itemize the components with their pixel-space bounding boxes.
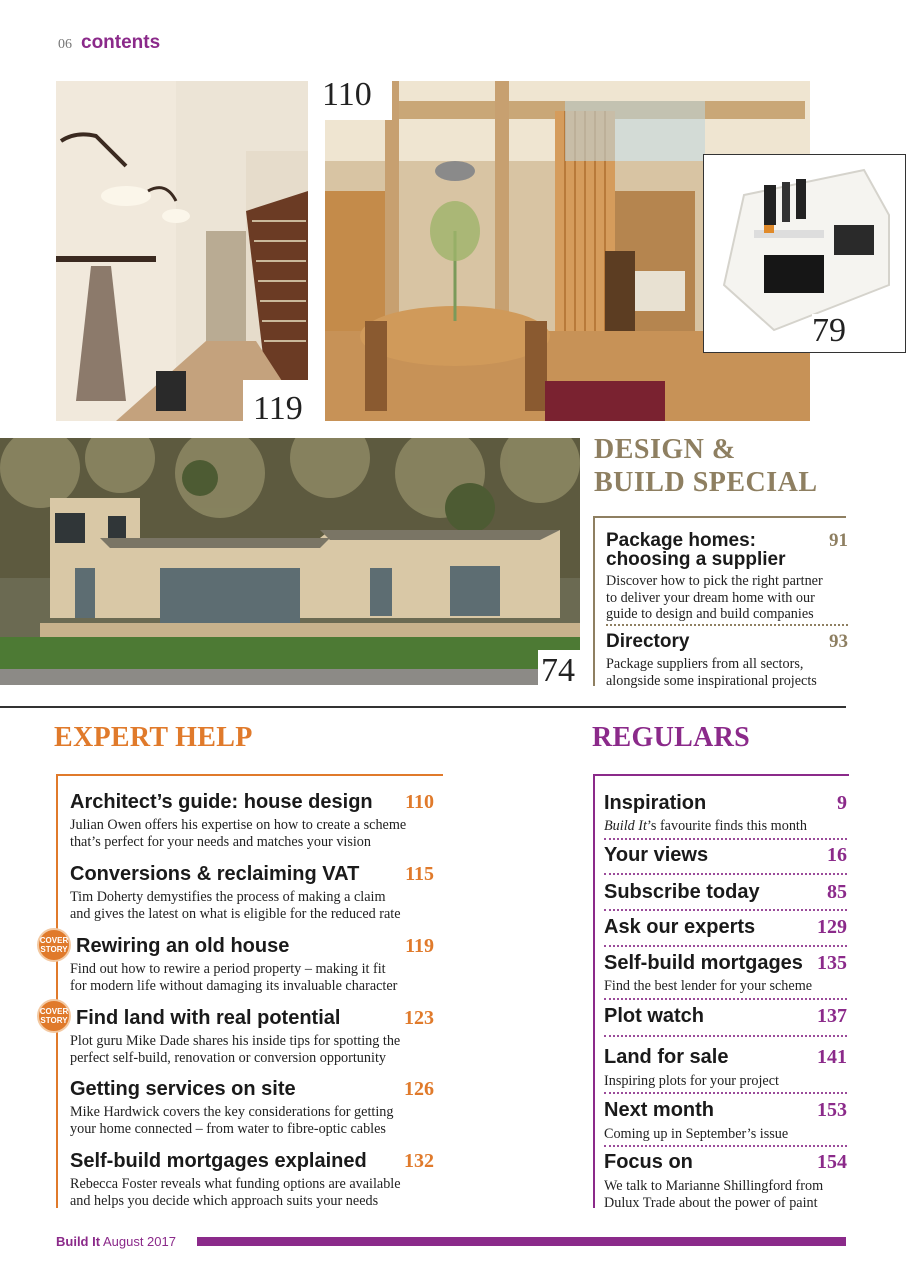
divider [604,1035,847,1037]
cover-story-badge [37,999,71,1033]
desc-line: Dulux Trade about the power of paint [604,1195,818,1211]
page-label-hallway: 119 [243,380,312,424]
regular-item-self-build-mortgages[interactable] [604,952,847,995]
expert-help-side-rule [56,774,58,1208]
expert-item-title: Self-build mortgages explained [70,1150,367,1172]
divider [604,1092,847,1094]
design-item-directory[interactable] [606,632,848,689]
regular-item-page: 154 [817,1151,847,1173]
desc-line: Discover how to pick the right partner [606,573,823,589]
design-special-top-rule [593,516,846,518]
desc-line: Package suppliers from all sectors, [606,656,804,672]
desc-line: for modern life without damaging its invaluable character [70,978,398,994]
regulars-top-rule [593,774,849,776]
expert-item-architects-guide[interactable] [70,791,434,851]
expert-item-find-land[interactable] [76,1007,434,1029]
regular-item-title: Ask our experts [604,916,756,938]
design-item-package-homes[interactable] [606,531,848,623]
desc-line: We talk to Marianne Shillingford from [604,1178,824,1194]
expert-help-top-rule [56,774,443,776]
design-item-desc [606,656,848,689]
page-label-house: 74 [538,650,582,686]
regular-item-title: Inspiration [604,792,707,814]
section-heading: contents [81,32,161,53]
regular-item-title: Focus on [604,1151,693,1173]
regular-item-desc: Inspiring plots for your project [604,1073,779,1089]
footer-brand: Build It [56,1234,101,1249]
design-special-heading [594,433,818,499]
expert-item-desc [70,1104,434,1138]
expert-item-page: 126 [404,1078,434,1100]
design-item-title-line1: Package homes: [606,530,756,551]
desc-line: Mike Hardwick covers the key considerations for getting [70,1104,394,1120]
magazine-name: Build It [604,818,647,834]
desc-line: your home connected – from water to fibre-optic cables [70,1121,386,1137]
regulars-side-rule [593,774,595,1208]
expert-item-desc [70,889,434,923]
design-special-heading-line2: BUILD SPECIAL [594,467,818,498]
desc-line: alongside some inspirational projects [606,672,817,689]
design-special-rule [593,516,595,686]
regular-item-your-views[interactable] [604,844,847,867]
desc-line: perfect self-build, renovation or conversion opportunity [70,1050,386,1066]
desc-line: that’s perfect for your needs and matches your vision [70,834,371,850]
design-item-page: 91 [829,530,848,551]
regular-item-title: Plot watch [604,1005,705,1027]
desc-line: Rebecca Foster reveals what funding options are available [70,1176,401,1192]
footer-credit [56,1234,176,1249]
divider [604,873,847,875]
desc-line: guide to design and build companies [606,606,814,622]
cover-story-badge [37,928,71,962]
page-number: 06 [58,37,72,52]
expert-item-page: 115 [405,863,434,885]
regular-item-title: Next month [604,1099,714,1121]
design-item-page: 93 [829,631,848,652]
regulars-heading: REGULARS [592,722,750,753]
window-profile-photo [703,154,906,353]
expert-item-title: Conversions & reclaiming VAT [70,863,360,885]
regular-item-title: Subscribe today [604,881,760,903]
regular-item-page: 141 [817,1046,847,1068]
regular-item-page: 129 [817,916,847,938]
regular-item-focus-on[interactable] [604,1151,847,1212]
divider [604,1145,847,1147]
expert-item-page: 119 [405,935,434,957]
expert-item-page: 132 [404,1150,434,1172]
desc-line: Find out how to rewire a period property – making it fit [70,961,386,977]
expert-item-page: 110 [405,791,434,813]
expert-item-title: Getting services on site [70,1078,296,1100]
regular-item-land-for-sale[interactable] [604,1046,847,1090]
design-item-title: Directory [606,631,690,652]
divider [606,624,848,626]
page-label-window: 79 [812,314,862,350]
regular-item-desc [604,818,847,835]
design-item-title-line2: choosing a supplier [606,549,786,570]
footer-issue: August 2017 [102,1234,176,1249]
expert-item-page: 123 [404,1007,434,1029]
desc-line: Tim Doherty demystifies the process of making a claim [70,889,386,905]
regular-item-page: 85 [827,881,847,903]
page-label-dining: 110 [322,78,392,120]
desc-line: Plot guru Mike Dade shares his inside tips for spotting the [70,1033,401,1049]
regular-item-page: 9 [837,792,847,814]
modern-house-photo [0,438,580,685]
expert-item-mortgages-explained[interactable] [70,1150,434,1210]
cover-badge-line1: COVER [39,936,69,945]
cover-badge-line1: COVER [39,1007,69,1016]
regular-item-title: Land for sale [604,1046,729,1068]
expert-item-title: Architect’s guide: house design [70,791,373,813]
section-divider [0,706,846,708]
regular-item-inspiration[interactable] [604,792,847,835]
regular-item-title: Self-build mortgages [604,952,803,974]
regular-item-page: 137 [817,1005,847,1027]
footer-bar [197,1237,846,1246]
regular-item-next-month[interactable] [604,1099,847,1143]
design-item-desc [606,573,848,623]
design-special-heading-line1: DESIGN & [594,434,736,465]
regular-item-desc [604,1178,847,1212]
regular-item-ask-experts[interactable] [604,916,847,939]
regular-item-page: 135 [817,952,847,974]
expert-item-desc [70,961,434,995]
divider [604,998,847,1000]
desc-line: and helps you decide which approach suits your needs [70,1193,379,1209]
divider [604,909,847,911]
desc-line: to deliver your dream home with our [606,589,815,606]
expert-item-title: Rewiring an old house [76,935,290,957]
expert-item-desc [70,817,434,851]
expert-item-desc [70,1176,434,1210]
regular-item-subscribe[interactable] [604,881,847,904]
expert-item-services[interactable] [70,1078,434,1138]
divider [604,838,847,840]
cover-badge-line2: STORY [40,945,68,954]
expert-item-desc [70,1033,434,1067]
hallway-photo [56,81,308,421]
desc-line: and gives the latest on what is eligible for the reduced rate [70,906,401,922]
expert-item-rewiring[interactable] [76,935,434,957]
desc-line: Julian Owen offers his expertise on how to create a scheme [70,817,407,833]
regular-item-desc: Find the best lender for your scheme [604,978,813,994]
expert-item-title: Find land with real potential [76,1007,341,1029]
divider [604,945,847,947]
expert-help-heading: EXPERT HELP [54,722,253,753]
regular-item-title: Your views [604,844,709,866]
desc-text: ’s favourite finds this month [646,818,807,834]
expert-item-conversions-vat[interactable] [70,863,434,923]
regular-item-desc: Coming up in September’s issue [604,1126,789,1142]
regular-item-page: 153 [817,1099,847,1121]
regular-item-page: 16 [827,844,847,866]
cover-badge-line2: STORY [40,1016,68,1025]
regular-item-plot-watch[interactable] [604,1005,847,1028]
